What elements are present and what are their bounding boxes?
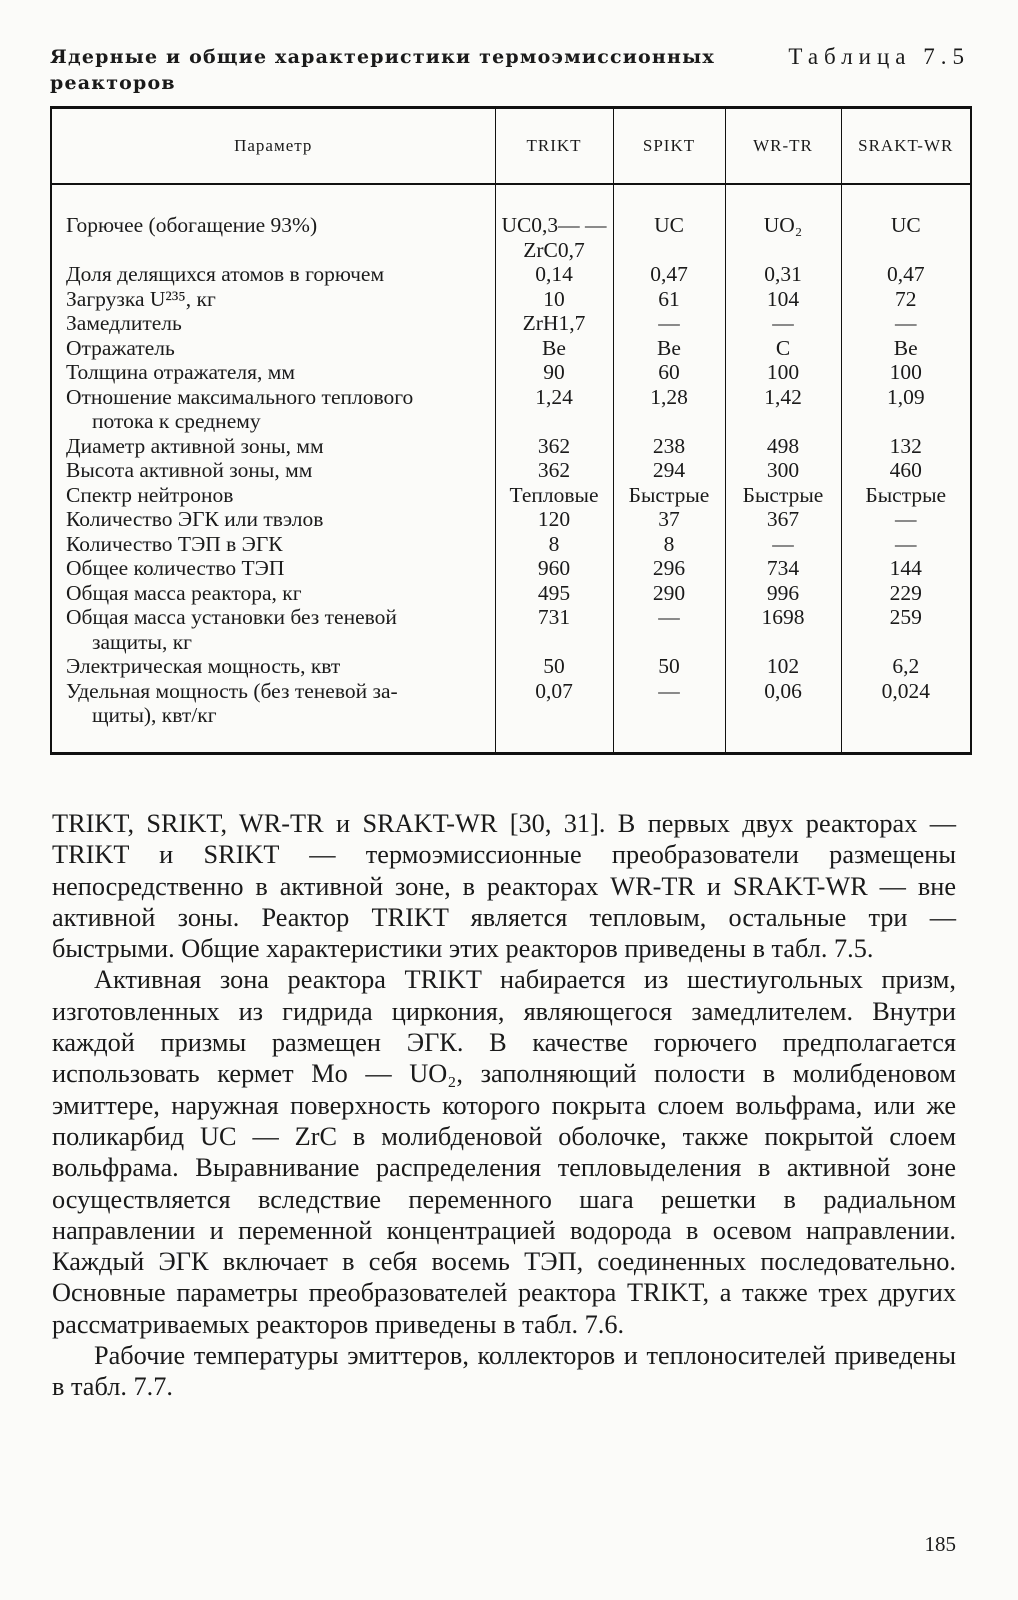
reactor-table — [50, 106, 972, 755]
table-row — [51, 262, 971, 287]
value-cell: 8 — [495, 532, 613, 557]
value-cell: Тепловые — [495, 483, 613, 508]
value-cell: — — [613, 311, 725, 336]
table-row — [51, 434, 971, 459]
table-row — [51, 213, 971, 262]
param-cell — [51, 385, 495, 434]
value-cell: — — [895, 311, 917, 335]
value-cell: 0,31 — [725, 262, 841, 287]
param-cell — [51, 679, 495, 728]
value-cell: — — [895, 507, 917, 531]
param-label: Горючее (обогащение 93%) — [66, 213, 318, 237]
param-cell — [51, 483, 495, 508]
value-cell: 996 — [725, 581, 841, 606]
param-label: Общая масса установки без теневой — [66, 605, 397, 629]
param-label-continued: щиты), квт/кг — [92, 703, 217, 727]
table-header-row — [51, 108, 971, 185]
value-cell: 1,09 — [886, 384, 925, 409]
value-cell: UC — [890, 213, 921, 237]
value-cell: 120 — [495, 507, 613, 532]
value-cell: 50 — [613, 654, 725, 679]
value-cell: 0,06 — [725, 679, 841, 728]
value-cell: 290 — [613, 581, 725, 606]
value-cell: 1,42 — [725, 385, 841, 434]
param-label: Отношение максимального теплового — [66, 384, 414, 409]
param-label: Количество ЭГК или твэлов — [66, 507, 324, 531]
param-label: Высота активной зоны, мм — [66, 458, 313, 482]
value-cell: 0,14 — [495, 262, 613, 287]
param-cell — [51, 556, 495, 581]
table-row — [51, 532, 971, 557]
param-label: Замедлитель — [66, 311, 182, 335]
value-cell: Быстрые — [865, 482, 947, 507]
value-cell: — — [725, 532, 841, 557]
value-cell: Быстрые — [725, 483, 841, 508]
value-cell: 460 — [889, 458, 922, 482]
value-cell: — — [725, 311, 841, 336]
value-cell: 734 — [725, 556, 841, 581]
table-row — [51, 311, 971, 336]
param-cell — [51, 605, 495, 654]
value-cell: 0,07 — [495, 679, 613, 728]
param-cell — [51, 336, 495, 361]
value-cell: UC — [613, 213, 725, 262]
body-text — [52, 808, 956, 1403]
value-cell: — — [613, 679, 725, 728]
table-row — [51, 483, 971, 508]
param-cell — [51, 213, 495, 262]
value-cell: 61 — [613, 287, 725, 312]
value-cell: 6,2 — [892, 654, 920, 678]
value-cell: 300 — [725, 458, 841, 483]
table-row — [51, 507, 971, 532]
value-cell: 1,28 — [613, 385, 725, 434]
value-cell: ZrH1,7 — [495, 311, 613, 336]
header-wr-tr: WR-TR — [725, 108, 841, 185]
value-cell: Быстрые — [613, 483, 725, 508]
paragraph: Активная зона реактора TRIKT набирается из шестиугольных призм, изготовленных из гидрида циркония, являющегося замедлителем. Внутри каждой призмы размещен ЭГК. В качестве горючего предполагается использовать кермет Mo — UO₂, заполняющий полости в молибденовом эмиттере, наружная поверхность которого покрыта слоем вольфрама, или же поликарбид UC — ZrC в молибденовой оболочке, также покрытой слоем вольфрама. Выравнивание распределения тепловыделения в активной зоне осуществляется вследствие переменного шага решетки в радиальном направлении и переменной концентрацией водорода в осевом направлении. Каждый ЭГК включает в себя восемь ТЭП, соединенных последовательно. Основные параметры преобразователей реактора TRIKT, а также трех других рассматриваемых реакторов приведены в табл. 7.6. — [52, 965, 956, 1339]
value-cell: 8 — [613, 532, 725, 557]
value-cell: 72 — [895, 286, 917, 311]
value-cell: Be — [893, 335, 918, 360]
param-label: Общая масса реактора, кг — [66, 580, 302, 605]
value-cell: 50 — [495, 654, 613, 679]
header-srakt-wr: SRAKT-WR — [841, 108, 971, 185]
value-cell: 144 — [889, 556, 922, 580]
value-cell: 90 — [495, 360, 613, 385]
param-cell — [51, 507, 495, 532]
value-cell: 362 — [495, 458, 613, 483]
param-label: Загрузка U²³⁵, кг — [66, 286, 216, 311]
param-label-continued: защиты, кг — [92, 629, 192, 654]
value-cell: — — [613, 605, 725, 654]
param-cell — [51, 287, 495, 312]
value-cell: UC0,3— —ZrC0,7 — [495, 213, 613, 262]
param-label: Количество ТЭП в ЭГК — [66, 531, 283, 556]
param-label: Отражатель — [66, 335, 175, 360]
param-cell — [51, 581, 495, 606]
paragraph: Рабочие температуры эмиттеров, коллекторов и теплоносителей приведены в табл. 7.7. — [52, 1341, 956, 1402]
value-cell: 960 — [495, 556, 613, 581]
table-row — [51, 556, 971, 581]
page-number: 185 — [924, 1532, 956, 1556]
value-cell: C — [725, 336, 841, 361]
table-row — [51, 679, 971, 728]
param-label: Общее количество ТЭП — [66, 556, 285, 580]
param-label: Диаметр активной зоны, мм — [66, 433, 324, 458]
value-cell: 60 — [613, 360, 725, 385]
value-cell: 362 — [495, 434, 613, 459]
value-cell: — — [895, 531, 917, 556]
value-cell: UO₂ — [725, 213, 841, 262]
value-cell: 229 — [889, 580, 922, 605]
table-row — [51, 287, 971, 312]
header-param: Параметр — [51, 108, 495, 185]
value-cell: 0,47 — [613, 262, 725, 287]
value-cell: 100 — [725, 360, 841, 385]
param-label: Толщина отражателя, мм — [66, 360, 295, 384]
value-cell: 498 — [725, 434, 841, 459]
param-cell — [51, 262, 495, 287]
param-label: Электрическая мощность, квт — [66, 654, 341, 678]
value-cell: Be — [613, 336, 725, 361]
param-cell — [51, 311, 495, 336]
param-cell — [51, 458, 495, 483]
table-row — [51, 360, 971, 385]
table-row — [51, 336, 971, 361]
value-cell: 1,24 — [495, 385, 613, 434]
table-row — [51, 581, 971, 606]
param-label: Удельная мощность (без теневой за- — [66, 678, 398, 703]
value-cell: 104 — [725, 287, 841, 312]
paragraph: TRIKT, SRIKT, WR-TR и SRAKT-WR [30, 31]. В первых двух реакторах — TRIKT и SRIKT — термоэмиссионные преобразователи размещены непосредственно в активной зоне, в реакторах WR-TR и SRAKT-WR — вне активной зоны. Реактор TRIKT является тепловым, остальные три — быстрыми. Общие характеристики этих реакторов приведены в табл. 7.5. — [52, 809, 956, 964]
param-label: Доля делящихся атомов в горючем — [66, 262, 385, 286]
param-cell — [51, 434, 495, 459]
value-cell: 1698 — [725, 605, 841, 654]
value-cell: Be — [495, 336, 613, 361]
value-cell: 367 — [725, 507, 841, 532]
param-cell — [51, 360, 495, 385]
table-caption — [50, 44, 970, 104]
header-trikt: TRIKT — [495, 108, 613, 185]
value-cell: 37 — [613, 507, 725, 532]
table-row — [51, 654, 971, 679]
value-cell: 10 — [495, 287, 613, 312]
value-cell: 238 — [613, 434, 725, 459]
value-cell: 100 — [889, 360, 922, 384]
value-cell: 294 — [613, 458, 725, 483]
table-label: Таблица 7.5 — [788, 44, 970, 69]
table-title: Ядерные и общие характеристики термоэмиссионных реакторов — [50, 46, 715, 94]
param-cell — [51, 654, 495, 679]
table-row — [51, 385, 971, 434]
param-label: Спектр нейтронов — [66, 482, 234, 507]
table-row — [51, 458, 971, 483]
value-cell: 132 — [889, 433, 922, 458]
param-label-continued: потока к среднему — [92, 409, 261, 433]
param-cell — [51, 532, 495, 557]
value-cell: 0,024 — [881, 678, 930, 703]
table-row — [51, 605, 971, 654]
value-cell: 296 — [613, 556, 725, 581]
value-cell: 0,47 — [886, 262, 925, 286]
header-spikt: SPIKT — [613, 108, 725, 185]
value-cell: 495 — [495, 581, 613, 606]
value-cell: 259 — [889, 605, 922, 629]
value-cell: 102 — [725, 654, 841, 679]
value-cell: 731 — [495, 605, 613, 654]
